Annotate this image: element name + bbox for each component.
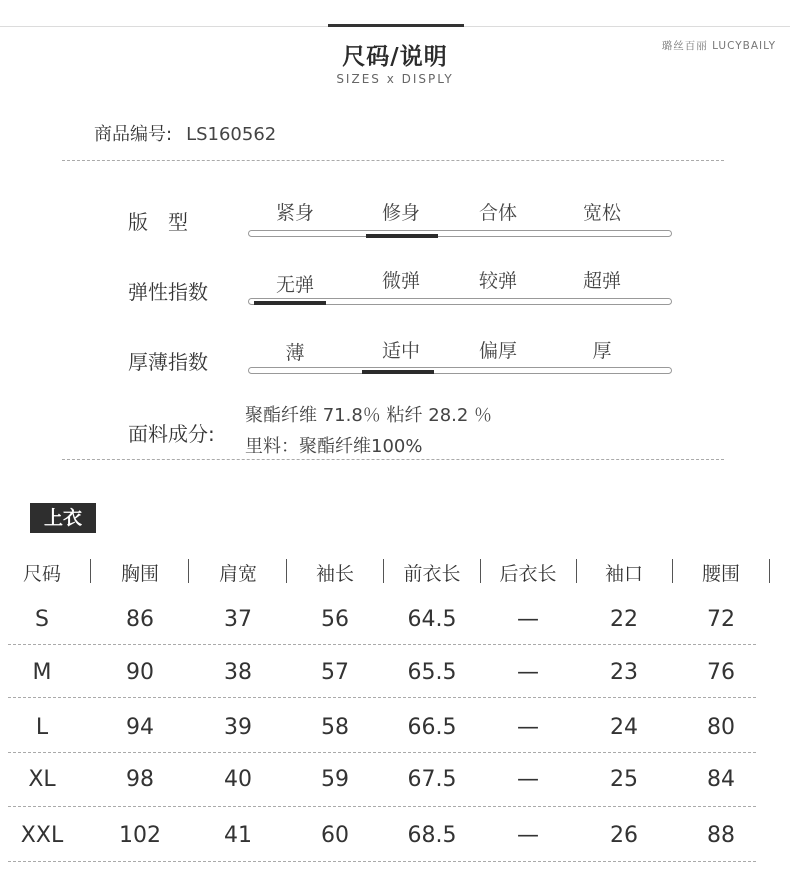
thickness-label: 厚薄指数 bbox=[128, 350, 208, 374]
table-cell: 59 bbox=[321, 767, 349, 792]
table-cell: 76 bbox=[707, 660, 735, 685]
product-code-value: LS160562 bbox=[186, 124, 277, 145]
table-cell: 38 bbox=[224, 660, 252, 685]
elasticity-option-2: 微弹 bbox=[381, 270, 420, 292]
header-separator bbox=[576, 559, 577, 583]
table-cell: — bbox=[517, 607, 539, 632]
fit-option-3: 合体 bbox=[478, 202, 517, 224]
elasticity-option-4: 超弹 bbox=[582, 270, 621, 292]
table-cell: 72 bbox=[707, 607, 735, 632]
row-divider bbox=[8, 644, 756, 645]
page-title: 尺码/说明 bbox=[342, 44, 448, 70]
table-cell: — bbox=[517, 823, 539, 848]
row-divider bbox=[8, 752, 756, 753]
table-header-cell: 胸围 bbox=[120, 563, 159, 585]
thickness-option-1: 薄 bbox=[285, 342, 305, 364]
table-cell: 23 bbox=[610, 660, 638, 685]
table-cell: 64.5 bbox=[407, 607, 457, 632]
table-cell: 25 bbox=[610, 767, 638, 792]
fit-label: 版 型 bbox=[128, 210, 188, 234]
table-cell: 56 bbox=[321, 607, 349, 632]
table-cell: 58 bbox=[321, 715, 349, 740]
table-cell: 68.5 bbox=[407, 823, 457, 848]
table-cell: 90 bbox=[126, 660, 154, 685]
table-cell: 88 bbox=[707, 823, 735, 848]
product-code-row bbox=[94, 120, 276, 146]
title-accent-bar bbox=[328, 24, 464, 27]
table-cell: — bbox=[517, 715, 539, 740]
table-cell: 94 bbox=[126, 715, 154, 740]
table-header-cell: 后衣长 bbox=[499, 563, 557, 585]
product-code-label: 商品编号: bbox=[94, 124, 173, 145]
table-cell: 66.5 bbox=[407, 715, 457, 740]
thickness-scale-track bbox=[248, 367, 672, 374]
header-separator bbox=[769, 559, 770, 583]
table-cell: 41 bbox=[224, 823, 252, 848]
header-separator bbox=[90, 559, 91, 583]
fit-scale-track bbox=[248, 230, 672, 237]
table-header-cell: 尺码 bbox=[22, 563, 61, 585]
table-header-cell: 前衣长 bbox=[403, 563, 461, 585]
elasticity-option-1: 无弹 bbox=[275, 274, 314, 296]
table-cell: 60 bbox=[321, 823, 349, 848]
table-cell: 57 bbox=[321, 660, 349, 685]
divider-top bbox=[62, 160, 724, 161]
table-cell: 40 bbox=[224, 767, 252, 792]
table-header-cell: 腰围 bbox=[701, 563, 740, 585]
fit-option-4: 宽松 bbox=[582, 202, 621, 224]
table-cell: 65.5 bbox=[407, 660, 457, 685]
thickness-option-4: 厚 bbox=[592, 340, 612, 362]
table-cell: M bbox=[32, 660, 52, 685]
row-divider bbox=[8, 697, 756, 698]
table-cell: 26 bbox=[610, 823, 638, 848]
table-cell: — bbox=[517, 660, 539, 685]
fabric-label: 面料成分: bbox=[128, 422, 215, 446]
table-cell: 98 bbox=[126, 767, 154, 792]
section-tag-top: 上衣 bbox=[30, 503, 96, 533]
thickness-scale-marker bbox=[362, 370, 434, 374]
header-separator bbox=[188, 559, 189, 583]
fit-option-2: 修身 bbox=[381, 202, 420, 224]
table-header-cell: 袖长 bbox=[315, 563, 354, 585]
elasticity-scale-marker bbox=[254, 301, 326, 305]
table-header-cell: 袖口 bbox=[604, 563, 643, 585]
elasticity-option-3: 较弹 bbox=[478, 270, 517, 292]
table-header-cell: 肩宽 bbox=[218, 563, 257, 585]
table-cell: 80 bbox=[707, 715, 735, 740]
thickness-option-3: 偏厚 bbox=[478, 340, 517, 362]
page-subtitle: SIZES x DISPLY bbox=[336, 72, 454, 86]
table-cell: 67.5 bbox=[407, 767, 457, 792]
table-cell: 84 bbox=[707, 767, 735, 792]
divider-bottom bbox=[62, 459, 724, 460]
table-cell: 24 bbox=[610, 715, 638, 740]
table-cell: 37 bbox=[224, 607, 252, 632]
header-separator bbox=[480, 559, 481, 583]
table-cell: 86 bbox=[126, 607, 154, 632]
table-cell: 102 bbox=[119, 823, 161, 848]
table-cell: L bbox=[35, 715, 49, 740]
table-cell: — bbox=[517, 767, 539, 792]
brand-logo: 璐丝百丽 LUCYBAILY bbox=[661, 40, 776, 52]
elasticity-label: 弹性指数 bbox=[128, 280, 208, 304]
header-separator bbox=[672, 559, 673, 583]
thickness-option-2: 适中 bbox=[381, 340, 420, 362]
fabric-lining: 里料：聚酯纤维100% bbox=[245, 436, 423, 457]
header-separator bbox=[286, 559, 287, 583]
table-cell: S bbox=[35, 607, 49, 632]
fit-option-1: 紧身 bbox=[275, 202, 314, 224]
table-cell: 39 bbox=[224, 715, 252, 740]
row-divider bbox=[8, 806, 756, 807]
row-divider bbox=[8, 861, 756, 862]
table-cell: XXL bbox=[20, 823, 64, 848]
fit-scale-marker bbox=[366, 234, 438, 238]
fabric-main: 聚酯纤维 71.8％ 粘纤 28.2 ％ bbox=[245, 405, 493, 426]
table-cell: XL bbox=[28, 767, 56, 792]
header-separator bbox=[383, 559, 384, 583]
table-cell: 22 bbox=[610, 607, 638, 632]
